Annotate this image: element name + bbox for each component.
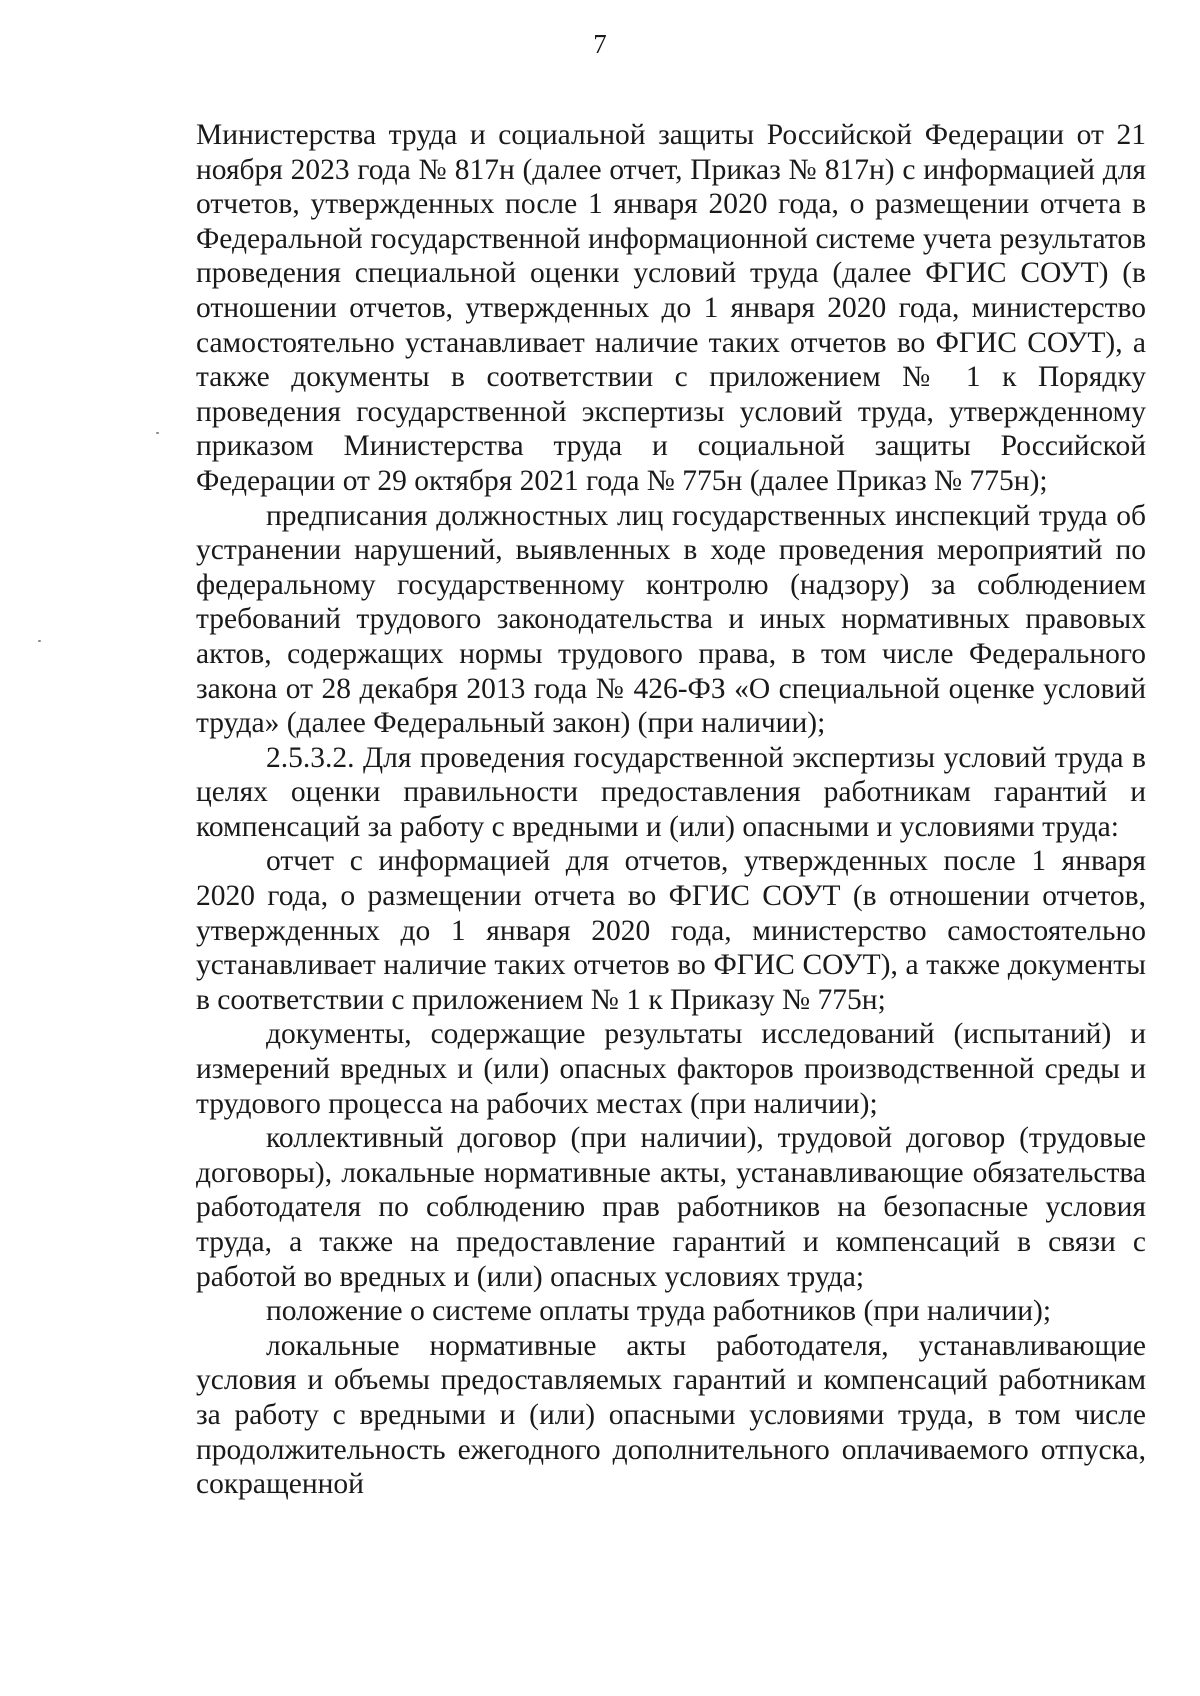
paragraph-research-documents: документы, содержащие результаты исследований (испытаний) и измерений вредных и (или) опасных факторов производственной среды и трудового процесса на рабочих местах (при наличии);: [196, 1018, 1146, 1120]
page-number: 7: [593, 29, 607, 59]
scan-speck: [38, 640, 41, 642]
document-body: [196, 118, 1146, 1502]
paragraph-inspection-orders: предписания должностных лиц государственных инспекций труда об устранении нарушений, выявленных в ходе проведения мероприятий по федеральному государственному контролю (надзору) за соблюдением требований трудового законодательства и иных нормативных правовых актов, содержащих нормы трудового права, в том числе Федерального закона от 28 декабря 2013 года № 426-ФЗ «О специальной оценке условий труда» (далее Федеральный закон) (при наличии);: [196, 499, 1146, 740]
paragraph-local-acts: локальные нормативные акты работодателя, устанавливающие условия и объемы предоставляемых гарантий и компенсаций работникам за работу с вредными и (или) опасными условиями труда, в том числе продолжительность ежегодного дополнительного оплачиваемого отпуска, сокращенной: [196, 1329, 1146, 1501]
paragraph-report-info: отчет с информацией для отчетов, утвержденных после 1 января 2020 года, о размещении отчета во ФГИС СОУТ (в отношении отчетов, утвержденных до 1 января 2020 года, министерство самостоятельно устанавливает наличие таких отчетов во ФГИС СОУТ), а также документы в соответствии с приложением № 1 к Приказу № 775н;: [196, 845, 1146, 1016]
paragraph-report-continuation: Министерства труда и социальной защиты Российской Федерации от 21 ноября 2023 года № 817н (далее отчет, Приказ № 817н) с информацией для отчетов, утвержденных после 1 января 2020 года, о размещении отчета в Федеральной государственной информационной системе учета результатов проведения специальной оценки условий труда (далее ФГИС СОУТ) (в отношении отчетов, утвержденных до 1 января 2020 года, министерство самостоятельно устанавливает наличие таких отчетов во ФГИС СОУТ), а также документы в соответствии с приложением № 1 к Порядку проведения государственной экспертизы условий труда, утвержденному приказом Министерства труда и социальной защиты Российской Федерации от 29 октября 2021 года № 775н (далее Приказ № 775н);: [196, 119, 1146, 497]
paragraph-collective-agreement: коллективный договор (при наличии), трудовой договор (трудовые договоры), локальные нормативные акты, устанавливающие обязательства работодателя по соблюдению прав работников на безопасные условия труда, а также на предоставление гарантий и компенсаций в связи с работой во вредных и (или) опасных условиях труда;: [196, 1122, 1146, 1293]
paragraph-pay-system: положение о системе оплаты труда работников (при наличии);: [266, 1295, 1052, 1328]
paragraph-section-2-5-3-2: 2.5.3.2. Для проведения государственной экспертизы условий труда в целях оценки правильности предоставления работникам гарантий и компенсаций за работу с вредными и (или) опасными и условиями труда:: [196, 741, 1146, 843]
scan-speck: [156, 432, 159, 434]
